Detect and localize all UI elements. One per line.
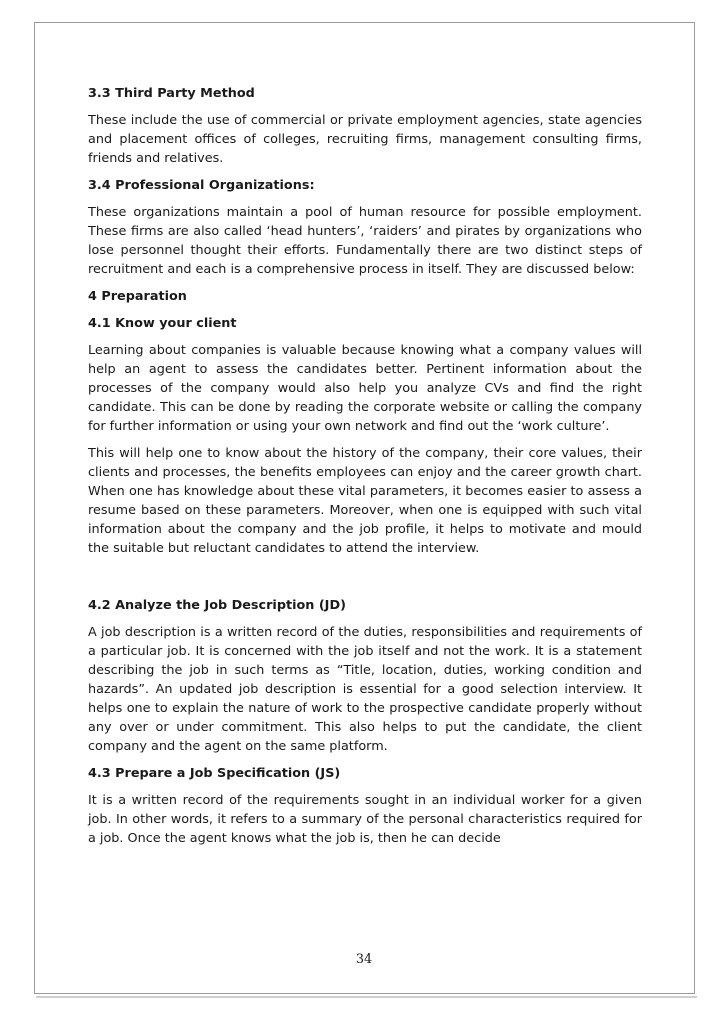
paragraph-professional-orgs: These organizations maintain a pool of human resource for possible employment. These firms are also called ‘head hunters’, ‘raiders’ and pirates by organizations who lose personnel thought their efforts. Fundamentally there are two distinct steps of recruitment and each is a comprehensive process in itself. They are discussed below: — [88, 205, 642, 277]
heading-3-3: 3.3 Third Party Method — [88, 86, 255, 101]
paragraph-job-description: A job description is a written record of the duties, responsibilities and requirements of a particular job. It is concerned with the job itself and not the work. It is a statement describing the job in such terms as “Title, location, duties, working condition and hazards”. An updated job description is essential for a good selection interview. It helps one to explain the nature of work to the prospective candidate properly without any over or under commitment. This also helps to put the candidate, the client company and the agent on the same platform. — [88, 625, 642, 754]
page-shadow — [36, 996, 697, 998]
heading-3-4: 3.4 Professional Organizations: — [88, 178, 315, 193]
heading-4-3: 4.3 Prepare a Job Specification (JS) — [88, 766, 341, 781]
heading-4-1: 4.1 Know your client — [88, 316, 237, 331]
page-number: 34 — [355, 952, 373, 967]
paragraph-third-party: These include the use of commercial or private employment agencies, state agencies and placement offices of colleges, recruiting firms, management consulting firms, friends and relatives. — [88, 113, 642, 166]
heading-4: 4 Preparation — [88, 289, 187, 304]
heading-4-2: 4.2 Analyze the Job Description (JD) — [88, 598, 346, 613]
paragraph-job-specification: It is a written record of the requirements sought in an individual worker for a given job. In other words, it refers to a summary of the personal characteristics required for a job. Once the agent knows what the job is, then he can decide — [88, 793, 642, 846]
section-gap — [88, 566, 642, 596]
page-content — [88, 84, 642, 856]
paragraph-know-client-2: This will help one to know about the history of the company, their core values, their clients and processes, the benefits employees can enjoy and the career growth chart. When one has knowledge about these vital parameters, it becomes easier to assess a resume based on these parameters. Moreover, when one is equipped with such vital information about the company and the job profile, it helps to motivate and mould the suitable but reluctant candidates to attend the interview. — [88, 446, 642, 556]
paragraph-know-client-1: Learning about companies is valuable because knowing what a company values will help an agent to assess the candidates better. Pertinent information about the processes of the company would also help you analyze CVs and find the right candidate. This can be done by reading the corporate website or calling the company for further information or using your own network and find out the ‘work culture’. — [88, 343, 642, 434]
